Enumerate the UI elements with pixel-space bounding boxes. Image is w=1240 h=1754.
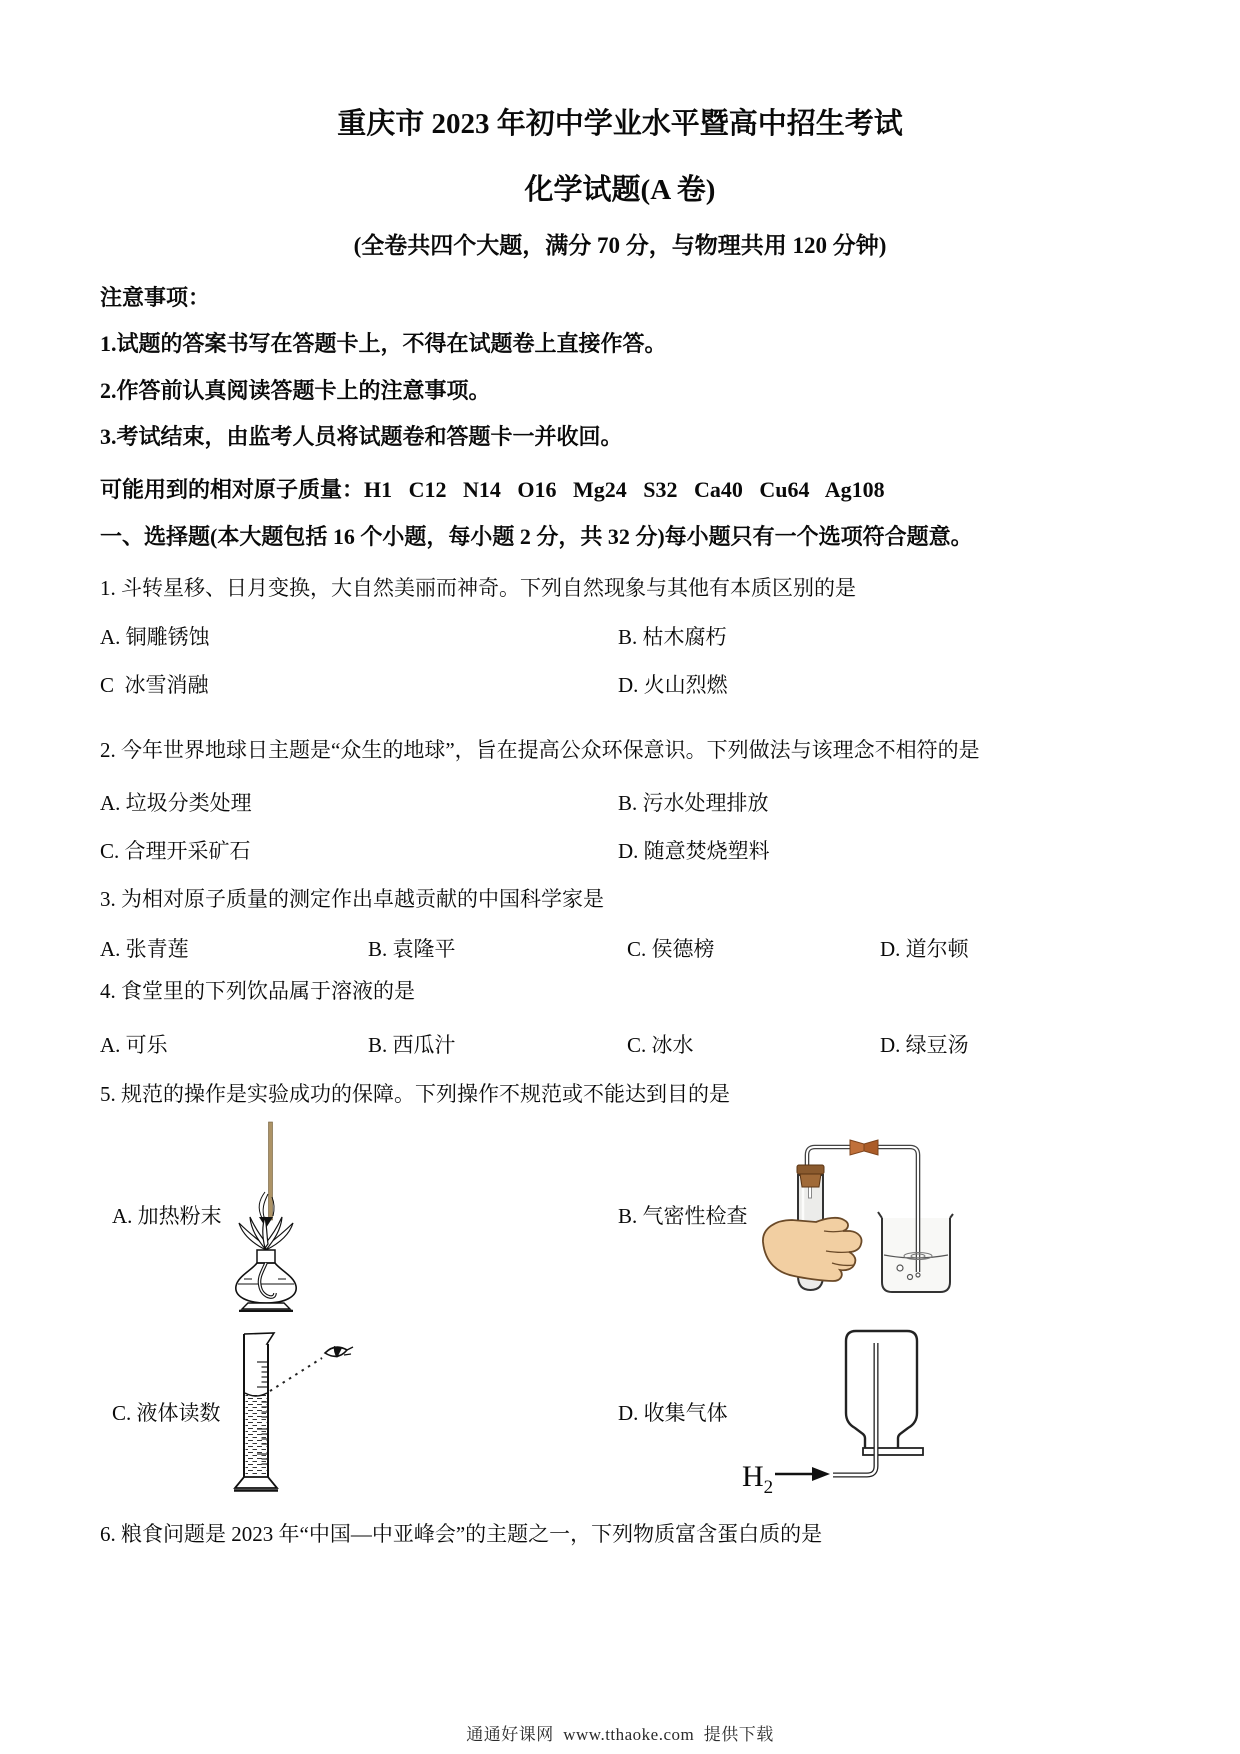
collection-bottle xyxy=(846,1331,917,1448)
notice-item-1: 1.试题的答案书写在答题卡上，不得在试题卷上直接作答。 xyxy=(100,331,667,356)
lamp-collar xyxy=(257,1250,275,1263)
h2-symbol: H xyxy=(742,1460,764,1493)
stopper xyxy=(800,1174,821,1187)
question-4-option-a: A. 可乐 xyxy=(100,1033,168,1057)
atomic-mass-line: 可能用到的相对原子质量：H1 C12 N14 O16 Mg24 S32 Ca40 Cu64 Ag108 xyxy=(100,477,885,502)
hand xyxy=(763,1218,862,1281)
stopper-lip xyxy=(797,1165,824,1174)
question-3-option-d: D. 道尔顿 xyxy=(880,937,969,961)
sight-line xyxy=(270,1358,322,1391)
question-5-option-c-label: C. 液体读数 xyxy=(112,1401,221,1425)
question-1-text: 1. 斗转星移、日月变换，大自然美丽而神奇。下列自然现象与其他有本质区别的是 xyxy=(100,576,856,600)
heated-tube-rod xyxy=(269,1122,273,1220)
graduated-cylinder-illustration xyxy=(230,1331,360,1493)
question-5-option-a-label: A. 加热粉末 xyxy=(112,1204,222,1228)
cylinder-base xyxy=(235,1477,277,1488)
cylinder-spout xyxy=(244,1333,274,1344)
notice-item-3: 3.考试结束，由监考人员将试题卷和答题卡一并收回。 xyxy=(100,424,623,449)
inner-tube-stub xyxy=(809,1186,812,1198)
notice-item-2: 2.作答前认真阅读答题卡上的注意事项。 xyxy=(100,378,491,403)
footer-text: 通通好课网 www.tthaoke.com 提供下载 xyxy=(466,1725,774,1744)
notice-heading: 注意事项： xyxy=(100,285,211,310)
eye-icon xyxy=(325,1346,353,1358)
question-1-option-c: C 冰雪消融 xyxy=(100,673,209,697)
gas-collection-illustration xyxy=(775,1328,925,1488)
question-3-option-a: A. 张青莲 xyxy=(100,937,189,961)
page-scope-note: (全卷共四个大题，满分 70 分，与物理共用 120 分钟) xyxy=(353,233,887,258)
ground-glass-plate xyxy=(863,1448,923,1455)
question-5-option-b-label: B. 气密性检查 xyxy=(618,1204,748,1228)
lamp-base xyxy=(242,1303,290,1309)
question-2-option-a: A. 垃圾分类处理 xyxy=(100,791,252,815)
airtightness-check-illustration xyxy=(760,1130,960,1295)
question-5-option-d-label: D. 收集气体 xyxy=(618,1401,728,1425)
question-1-option-d: D. 火山烈燃 xyxy=(618,673,728,697)
page-subtitle: 化学试题(A 卷) xyxy=(524,174,716,206)
question-4-option-b: B. 西瓜汁 xyxy=(368,1033,456,1057)
question-1-option-b: B. 枯木腐朽 xyxy=(618,625,727,649)
page-title: 重庆市 2023 年初中学业水平暨高中招生考试 xyxy=(337,108,903,140)
alcohol-lamp-heating-illustration xyxy=(232,1120,302,1312)
liquid xyxy=(246,1394,267,1476)
section-heading: 一、选择题(本大题包括 16 个小题，每小题 2 分，共 32 分)每小题只有一个选项符合题意。 xyxy=(100,524,973,549)
gas-flow-arrow xyxy=(775,1467,830,1481)
question-3-option-b: B. 袁隆平 xyxy=(368,937,456,961)
question-3-text: 3. 为相对原子质量的测定作出卓越贡献的中国科学家是 xyxy=(100,887,604,911)
question-4-option-c: C. 冰水 xyxy=(627,1033,694,1057)
beaker xyxy=(878,1212,953,1292)
question-4-text: 4. 食堂里的下列饮品属于溶液的是 xyxy=(100,979,415,1003)
question-5-text: 5. 规范的操作是实验成功的保障。下列操作不规范或不能达到目的是 xyxy=(100,1082,730,1106)
question-3-option-c: C. 侯德榜 xyxy=(627,937,715,961)
rubber-connector xyxy=(850,1140,878,1155)
question-2-text: 2. 今年世界地球日主题是“众生的地球”，旨在提高公众环保意识。下列做法与该理念不相符的是 xyxy=(100,738,980,762)
question-2-option-d: D. 随意焚烧塑料 xyxy=(618,839,770,863)
question-2-option-c: C. 合理开采矿石 xyxy=(100,839,251,863)
h2-subscript: 2 xyxy=(763,1477,774,1498)
question-4-option-d: D. 绿豆汤 xyxy=(880,1033,969,1057)
h2-gas-label xyxy=(742,1458,773,1496)
question-2-option-b: B. 污水处理排放 xyxy=(618,791,769,815)
question-6-text: 6. 粮食问题是 2023 年“中国—中亚峰会”的主题之一，下列物质富含蛋白质的是 xyxy=(100,1522,823,1546)
question-1-option-a: A. 铜雕锈蚀 xyxy=(100,625,210,649)
lamp-flame-leaves xyxy=(239,1217,293,1250)
